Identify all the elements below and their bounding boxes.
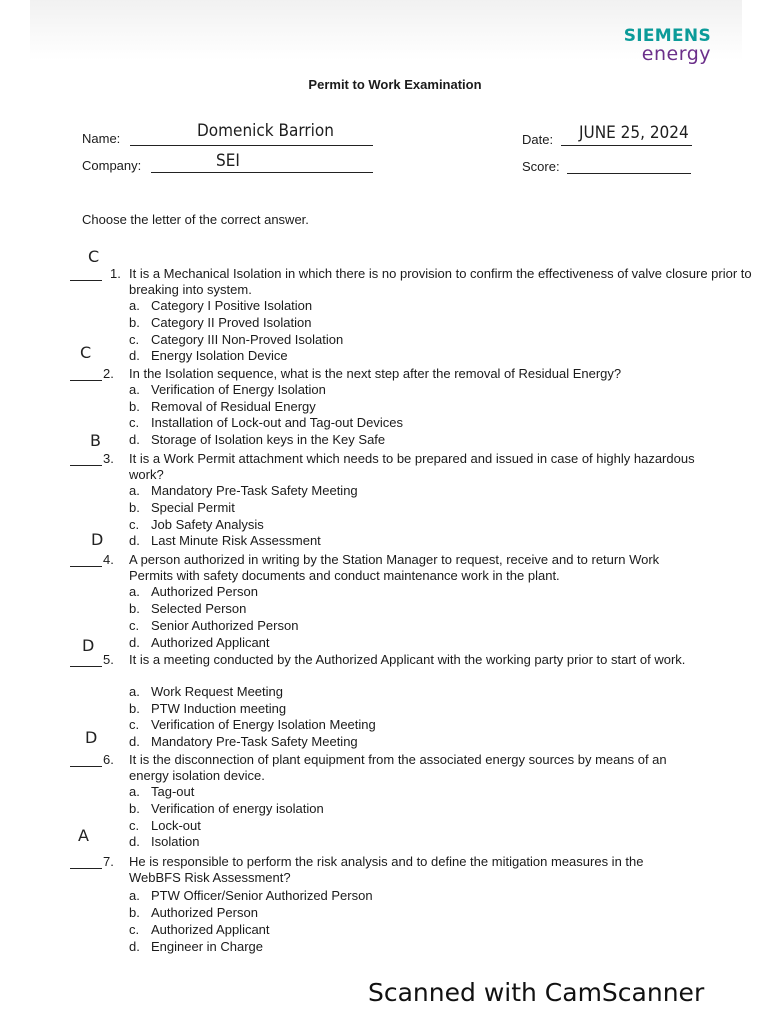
option-d xyxy=(129,533,321,548)
option-text: Isolation xyxy=(151,834,200,849)
question-number: 1. xyxy=(110,266,121,281)
option-letter: c. xyxy=(129,517,140,532)
document-title: Permit to Work Examination xyxy=(308,77,482,92)
option-b xyxy=(129,801,324,816)
option-c xyxy=(129,332,343,347)
logo-wordmark-top: SIEMENS xyxy=(623,26,711,46)
question-text: A person authorized in writing by the Station Manager to request, receive and to return Work Permits with safety documents and conduct maintenance work in the plant. xyxy=(129,552,660,583)
option-c xyxy=(129,818,201,833)
option-letter: b. xyxy=(129,905,140,920)
question-text: It is a Work Permit attachment which needs to be prepared and issued in case of highly hazardous work? xyxy=(129,451,695,482)
option-letter: c. xyxy=(129,618,140,633)
score-label: Score: xyxy=(522,159,560,174)
date-line xyxy=(561,145,692,146)
company-handwritten: SEI xyxy=(216,151,240,171)
question-number: 5. xyxy=(103,652,114,667)
name-line xyxy=(130,145,373,146)
answer-blank xyxy=(70,868,102,869)
option-letter: d. xyxy=(129,939,140,954)
option-text: Storage of Isolation keys in the Key Safe xyxy=(151,432,386,447)
option-text: Special Permit xyxy=(151,500,235,515)
option-letter: c. xyxy=(129,922,140,937)
name-handwritten: Domenick Barrion xyxy=(197,121,334,141)
option-letter: a. xyxy=(129,784,140,799)
option-d xyxy=(129,348,288,363)
option-a xyxy=(129,382,326,397)
option-c xyxy=(129,922,270,937)
option-a xyxy=(129,584,258,599)
option-b xyxy=(129,315,311,330)
date-label: Date: xyxy=(522,132,554,147)
option-a xyxy=(129,888,373,903)
option-letter: a. xyxy=(129,298,140,313)
question-number: 4. xyxy=(103,552,114,567)
option-text: PTW Induction meeting xyxy=(151,701,287,716)
option-letter: b. xyxy=(129,500,140,515)
option-letter: a. xyxy=(129,888,140,903)
option-text: PTW Officer/Senior Authorized Person xyxy=(151,888,373,903)
question-number: 2. xyxy=(103,366,114,381)
option-text: Mandatory Pre-Task Safety Meeting xyxy=(151,734,358,749)
answer-handwritten: C xyxy=(80,343,92,362)
name-label: Name: xyxy=(82,131,121,146)
option-letter: a. xyxy=(129,684,140,699)
option-letter: a. xyxy=(129,382,140,397)
option-text: Selected Person xyxy=(151,601,247,616)
answer-handwritten: D xyxy=(91,530,104,549)
option-b xyxy=(129,399,316,414)
option-text: Lock-out xyxy=(151,818,201,833)
option-b xyxy=(129,701,286,716)
answer-handwritten: D xyxy=(82,636,95,655)
answer-blank xyxy=(70,666,102,667)
option-text: Category II Proved Isolation xyxy=(151,315,312,330)
question-text: It is the disconnection of plant equipment from the associated energy sources by means of an energy isolation device. xyxy=(129,752,667,783)
company-label: Company: xyxy=(82,158,142,173)
option-text: Engineer in Charge xyxy=(151,939,264,954)
answer-handwritten: B xyxy=(90,431,101,450)
answer-blank xyxy=(70,465,102,466)
option-letter: b. xyxy=(129,315,140,330)
option-text: Installation of Lock-out and Tag-out Devices xyxy=(151,415,403,430)
option-letter: d. xyxy=(129,834,140,849)
question-number: 6. xyxy=(103,752,114,767)
option-d xyxy=(129,939,263,954)
answer-blank xyxy=(70,280,102,281)
option-text: Senior Authorized Person xyxy=(151,618,299,633)
option-text: Verification of Energy Isolation xyxy=(151,382,326,397)
option-text: Job Safety Analysis xyxy=(151,517,264,532)
option-a xyxy=(129,684,283,699)
option-a xyxy=(129,784,194,799)
option-letter: c. xyxy=(129,717,140,732)
question-text: It is a Mechanical Isolation in which there is no provision to confirm the effectiveness of valve closure prior to breaking into system. xyxy=(129,266,752,297)
option-d xyxy=(129,734,358,749)
answer-blank xyxy=(70,380,102,381)
option-c xyxy=(129,517,264,532)
company-line xyxy=(151,172,373,173)
score-line xyxy=(567,173,691,174)
option-letter: a. xyxy=(129,584,140,599)
option-text: Authorized Person xyxy=(151,905,258,920)
question-text: In the Isolation sequence, what is the next step after the removal of Residual Energy? xyxy=(129,366,622,381)
camscanner-watermark: Scanned with CamScanner xyxy=(368,978,705,1007)
option-text: Authorized Applicant xyxy=(151,635,270,650)
option-letter: d. xyxy=(129,734,140,749)
option-c xyxy=(129,415,403,430)
option-text: Authorized Applicant xyxy=(151,922,270,937)
answer-blank xyxy=(70,766,102,767)
answer-blank xyxy=(70,566,102,567)
option-letter: b. xyxy=(129,399,140,414)
option-letter: c. xyxy=(129,415,140,430)
option-text: Verification of energy isolation xyxy=(151,801,324,816)
option-text: Category III Non-Proved Isolation xyxy=(151,332,344,347)
answer-handwritten: D xyxy=(85,728,98,747)
siemens-energy-logo xyxy=(609,28,711,64)
option-text: Energy Isolation Device xyxy=(151,348,288,363)
logo-wordmark-bottom: energy xyxy=(641,43,711,65)
option-letter: c. xyxy=(129,818,140,833)
option-d xyxy=(129,834,199,849)
option-letter: d. xyxy=(129,348,140,363)
question-number: 7. xyxy=(103,854,114,869)
option-text: Last Minute Risk Assessment xyxy=(151,533,321,548)
option-d xyxy=(129,635,270,650)
option-letter: d. xyxy=(129,432,140,447)
option-d xyxy=(129,432,385,447)
option-text: Removal of Residual Energy xyxy=(151,399,316,414)
date-handwritten: JUNE 25, 2024 xyxy=(579,123,689,143)
option-c xyxy=(129,717,376,732)
option-text: Work Request Meeting xyxy=(151,684,283,699)
option-b xyxy=(129,601,246,616)
option-text: Tag-out xyxy=(151,784,195,799)
option-letter: b. xyxy=(129,701,140,716)
option-b xyxy=(129,905,258,920)
option-letter: b. xyxy=(129,801,140,816)
answer-handwritten: C xyxy=(88,247,100,266)
instruction-text: Choose the letter of the correct answer. xyxy=(82,212,309,227)
option-a xyxy=(129,298,312,313)
option-letter: a. xyxy=(129,483,140,498)
question-text: It is a meeting conducted by the Authorized Applicant with the working party prior to start of work. xyxy=(129,652,686,667)
option-text: Authorized Person xyxy=(151,584,258,599)
option-letter: b. xyxy=(129,601,140,616)
question-number: 3. xyxy=(103,451,114,466)
option-letter: c. xyxy=(129,332,140,347)
option-letter: d. xyxy=(129,635,140,650)
option-text: Category I Positive Isolation xyxy=(151,298,313,313)
option-text: Mandatory Pre-Task Safety Meeting xyxy=(151,483,358,498)
answer-handwritten: A xyxy=(78,826,89,845)
option-b xyxy=(129,500,235,515)
option-c xyxy=(129,618,298,633)
option-letter: d. xyxy=(129,533,140,548)
question-text: He is responsible to perform the risk analysis and to define the mitigation measures in the WebBFS Risk Assessment? xyxy=(129,854,644,885)
option-a xyxy=(129,483,358,498)
option-text: Verification of Energy Isolation Meeting xyxy=(151,717,376,732)
